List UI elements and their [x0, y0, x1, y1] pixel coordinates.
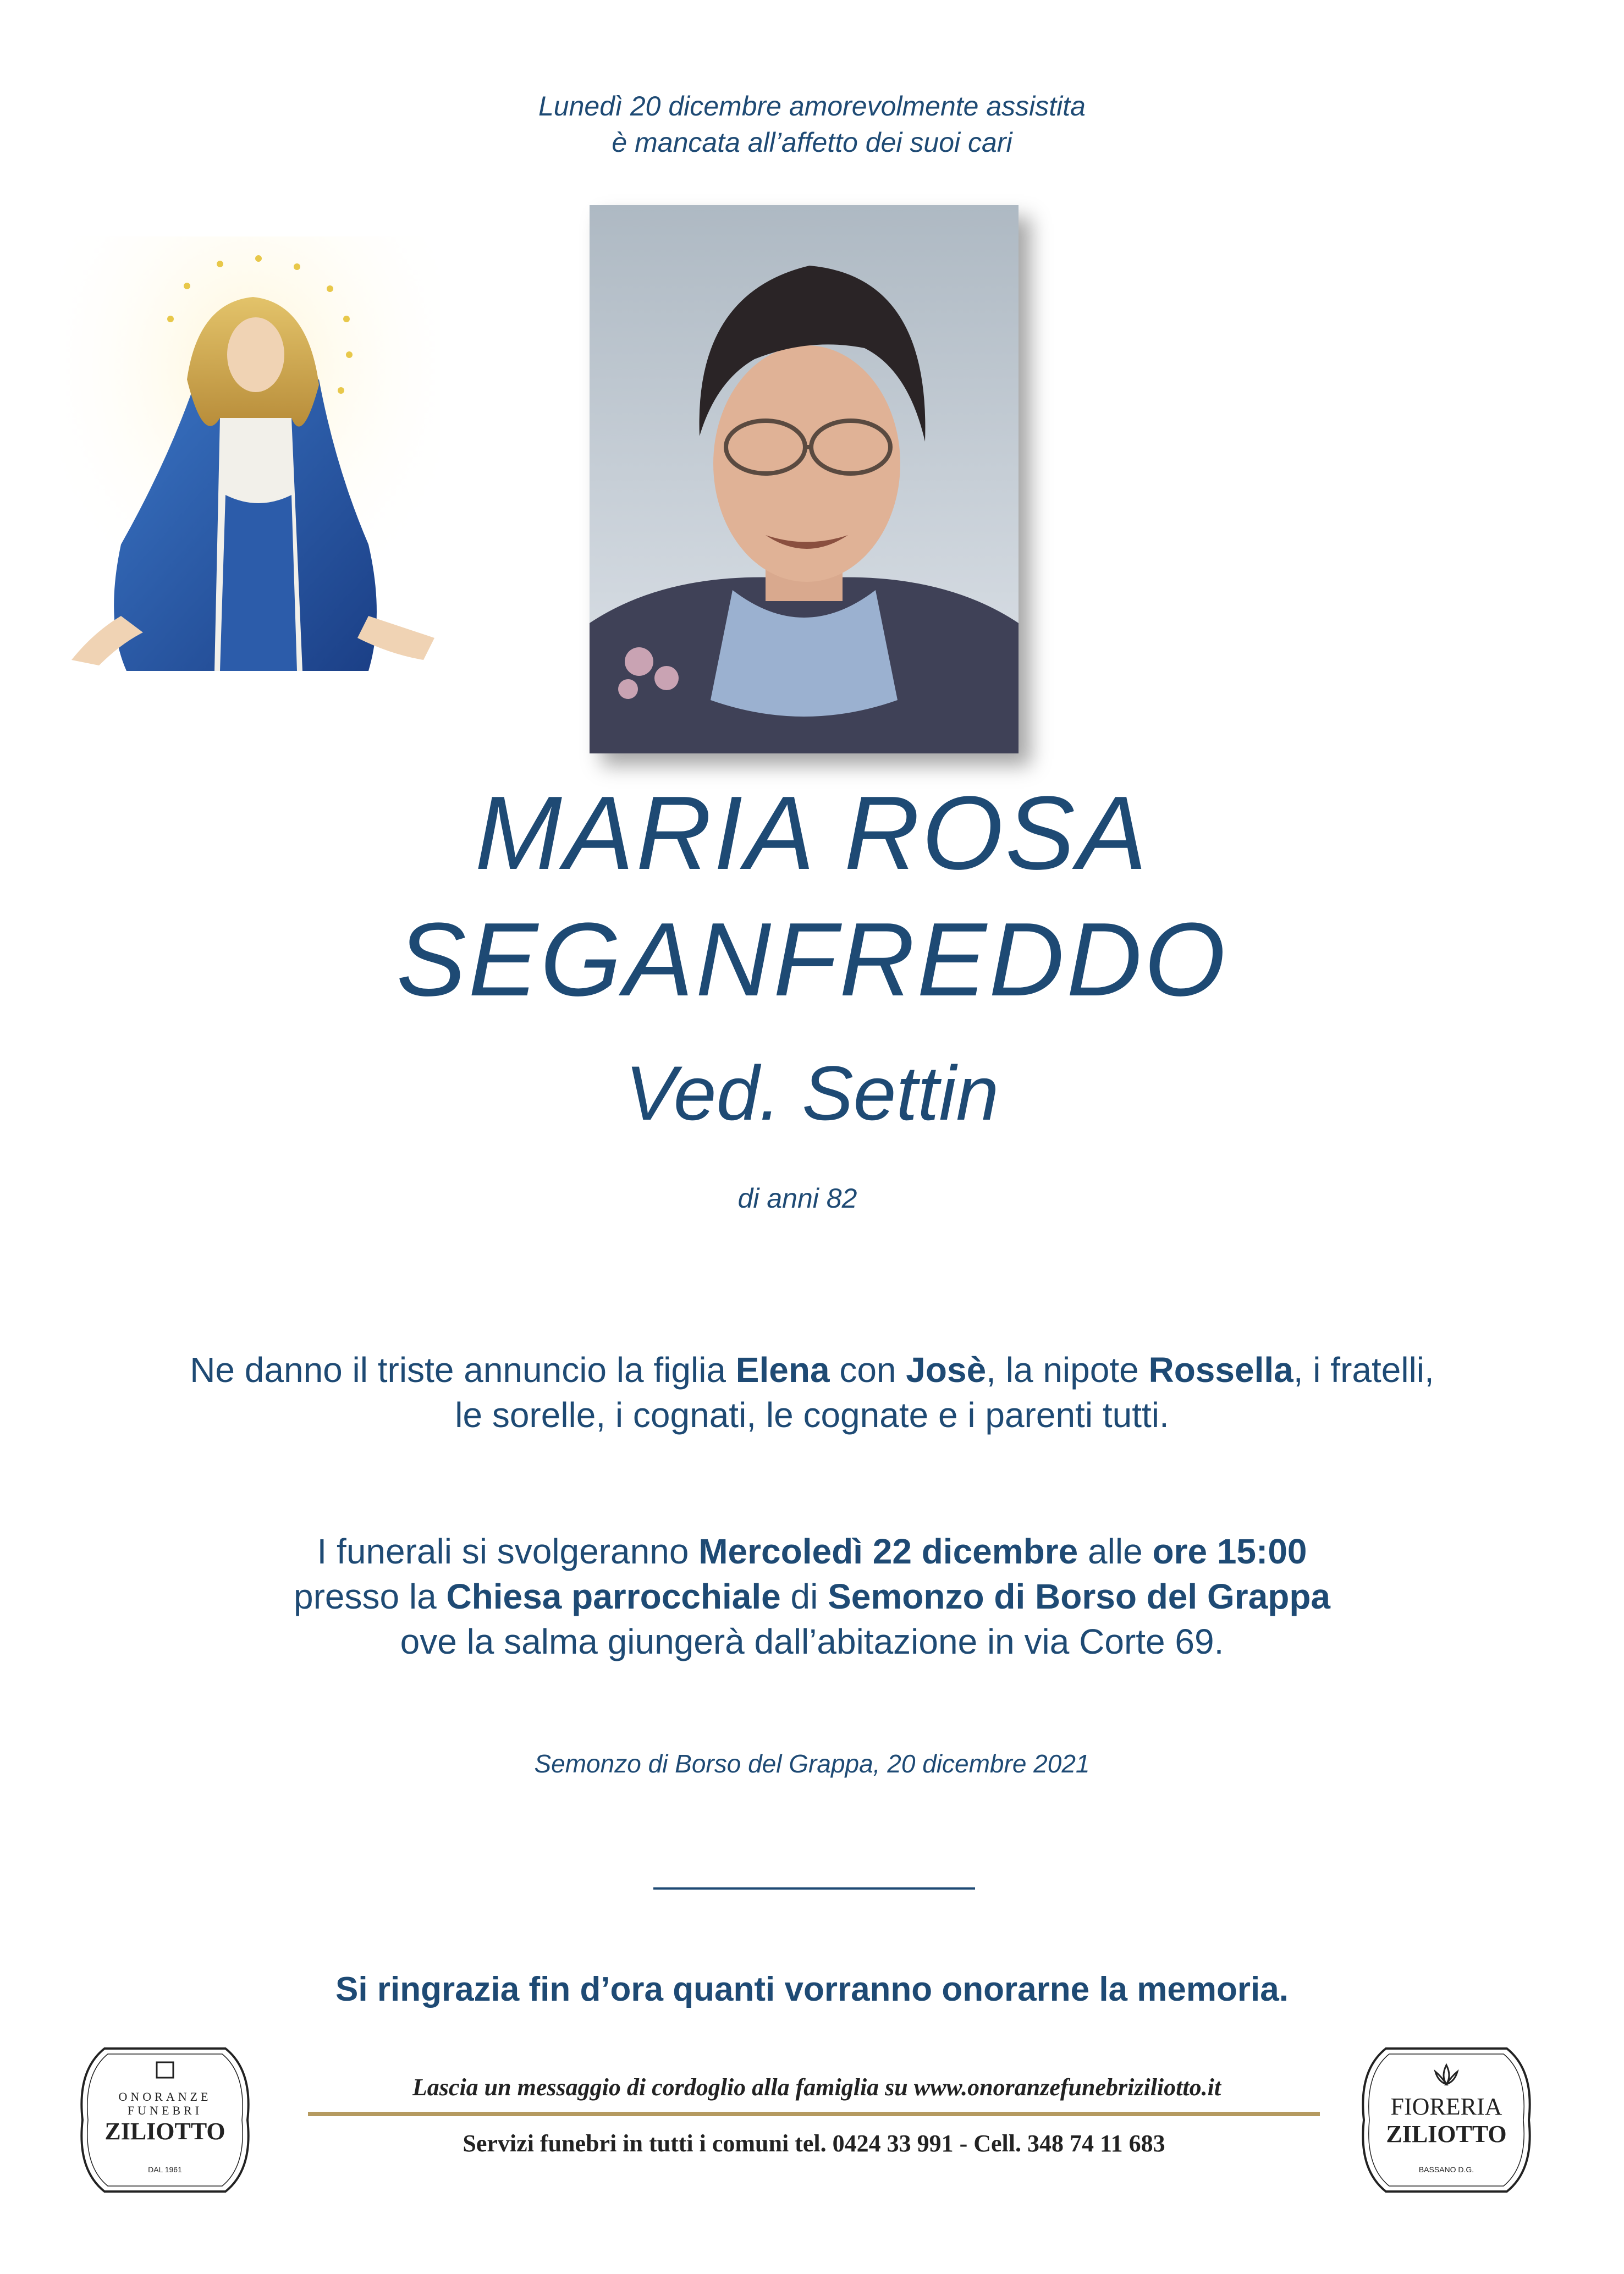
intro-line-1: Lunedì 20 dicembre amorevolmente assistita [538, 91, 1086, 122]
funeral-line-2 [0, 1574, 1624, 1619]
text-segment: Ne danno il triste annuncio la figlia [190, 1350, 736, 1390]
widow-of: Ved. Settin [625, 1050, 999, 1136]
place-date: Semonzo di Borso del Grappa, 20 dicembre 2021 [534, 1749, 1090, 1778]
madonna-image [60, 236, 440, 671]
services-contact: Servizi funebri in tutti i comuni tel. 0424 33 991 - Cell. 348 74 11 683 [463, 2130, 1165, 2157]
text-segment: di [780, 1577, 828, 1616]
funeral-paragraph [0, 1529, 1624, 1664]
deceased-name [0, 770, 1624, 1023]
intro-text [0, 88, 1624, 161]
town-name: Semonzo di Borso del Grappa [828, 1577, 1331, 1616]
fioreria-ziliotto-logo [1353, 2038, 1540, 2203]
church-name: Chiesa parrocchiale [446, 1577, 781, 1616]
text-segment: alle [1078, 1532, 1153, 1571]
funeral-time: ore 15:00 [1152, 1532, 1307, 1571]
thanks-text: Si ringrazia fin d’ora quanti vorranno onorarne la memoria. [335, 1970, 1289, 2008]
divider-line [653, 1887, 975, 1890]
announcement-paragraph [0, 1347, 1624, 1438]
text-segment: con [829, 1350, 906, 1390]
name-line-2: SEGANFREDDO [396, 901, 1228, 1018]
name-line-1: MARIA ROSA [475, 775, 1149, 891]
logo-right-line1: FIORERIA [1390, 2093, 1502, 2120]
intro-line-2: è mancata all’affetto dei suoi cari [612, 127, 1012, 158]
text-segment: , i fratelli, [1293, 1350, 1434, 1390]
son-in-law-name: Josè [906, 1350, 987, 1390]
portrait-image [590, 205, 1019, 753]
announcement-line-1 [0, 1347, 1624, 1392]
funeral-line-1 [0, 1529, 1624, 1574]
text-segment: presso la [293, 1577, 447, 1616]
text-segment: I funerali si svolgeranno [317, 1532, 699, 1571]
logo-right-brand: ZILIOTTO [1386, 2121, 1507, 2148]
onoranze-ziliotto-logo [71, 2038, 258, 2203]
niece-name: Rossella [1148, 1350, 1293, 1390]
funeral-date: Mercoledì 22 dicembre [698, 1532, 1078, 1571]
gold-divider [308, 2112, 1320, 2116]
logo-left-line2: FUNEBRI [127, 2104, 203, 2117]
condolence-message: Lascia un messaggio di cordoglio alla famiglia su www.onoranzefunebriziliotto.it [412, 2074, 1221, 2101]
funeral-line-3: ove la salma giungerà dall’abitazione in via Corte 69. [400, 1622, 1224, 1661]
text-segment: , la nipote [986, 1350, 1149, 1390]
logo-left-brand: ZILIOTTO [104, 2118, 225, 2145]
announcement-line-2: le sorelle, i cognati, le cognate e i parenti tutti. [455, 1395, 1169, 1435]
deceased-photo [590, 205, 1019, 753]
age-text: di anni 82 [737, 1183, 857, 1214]
daughter-name: Elena [735, 1350, 830, 1390]
logo-left-since: DAL 1961 [148, 2165, 182, 2174]
logo-left-line1: ONORANZE [118, 2090, 212, 2104]
logo-right-city: BASSANO D.G. [1418, 2165, 1474, 2174]
